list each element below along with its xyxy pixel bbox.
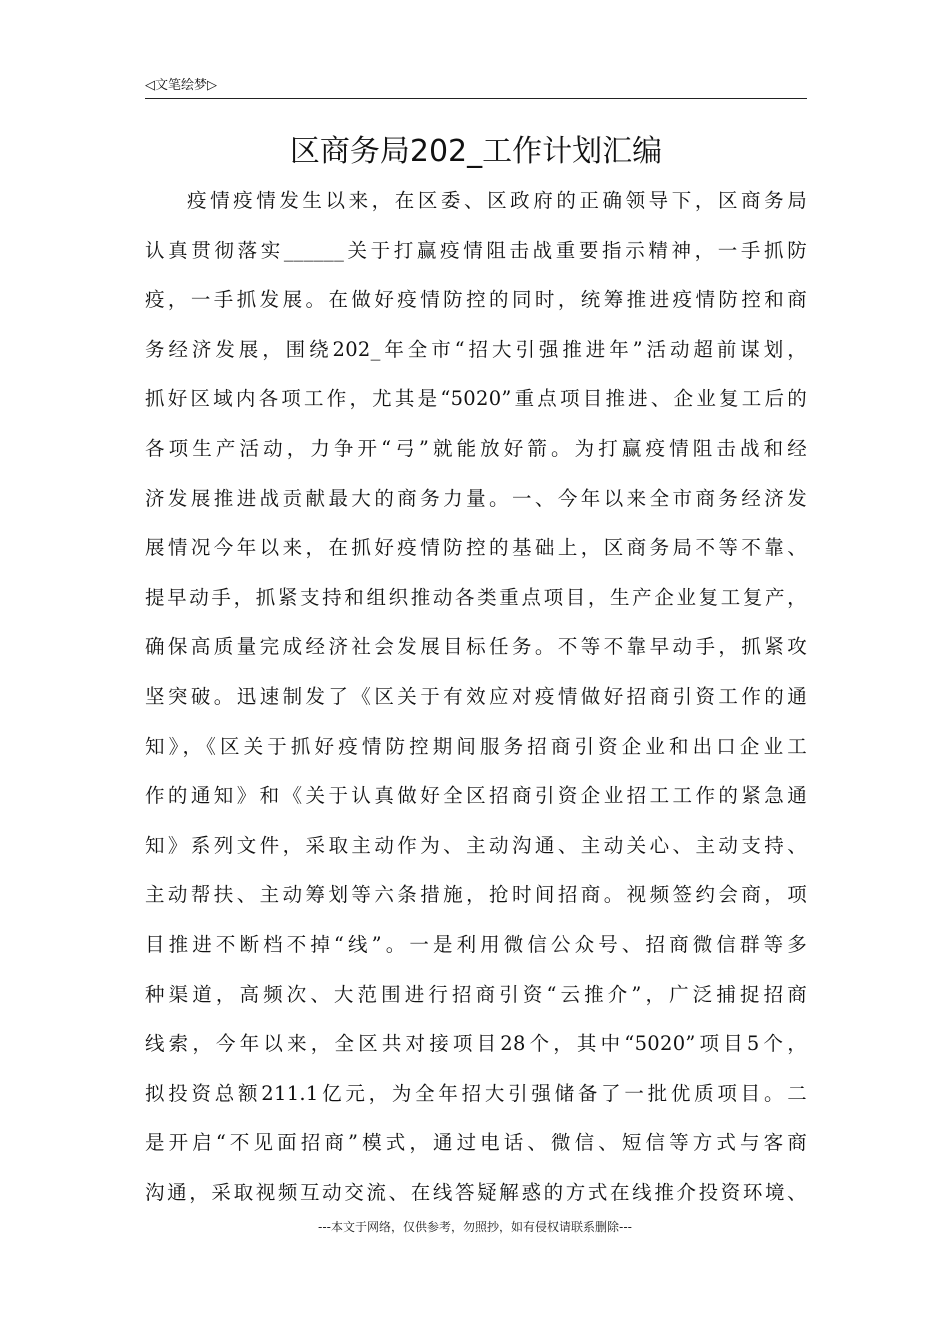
document-title: 区商务局202_工作计划汇编 <box>289 134 663 169</box>
body-line: 是开启“不见面招商”模式，通过电话、微信、短信等方式与客商 <box>145 1131 807 1155</box>
page-header <box>145 74 807 99</box>
body-line: 认真贯彻落实______关于打赢疫情阻击战重要指示精神，一手抓防 <box>145 238 807 262</box>
body-line: 济发展推进战贡献最大的商务力量。一、今年以来全市商务经济发 <box>145 486 807 510</box>
body-line: 抓好区域内各项工作，尤其是“5020”重点项目推进、企业复工后的 <box>145 387 807 411</box>
body-line: 沟通，采取视频互动交流、在线答疑解惑的方式在线推介投资环境、 <box>145 1180 807 1204</box>
body-line: 主动帮扶、主动筹划等六条措施，抢时间招商。视频签约会商，项 <box>145 883 807 907</box>
body-line: 疫，一手抓发展。在做好疫情防控的同时，统筹推进疫情防控和商 <box>145 288 807 312</box>
body-line: 线索，今年以来，全区共对接项目28个，其中“5020”项目5个， <box>145 1032 807 1056</box>
body-line: 种渠道，高频次、大范围进行招商引资“云推介”，广泛捕捉招商 <box>145 982 807 1006</box>
body-line: 展情况今年以来，在抓好疫情防控的基础上，区商务局不等不靠、 <box>145 536 807 560</box>
page-footer-disclaimer: ---本文于网络，仅供参考，勿照抄，如有侵权请联系删除--- <box>318 1220 632 1234</box>
body-line: 作的通知》和《关于认真做好全区招商引资企业招工工作的紧急通 <box>145 784 807 808</box>
body-line: 目推进不断档不掉“线”。一是利用微信公众号、招商微信群等多 <box>145 932 807 956</box>
body-line: 知》系列文件，采取主动作为、主动沟通、主动关心、主动支持、 <box>145 833 807 857</box>
body-line: 务经济发展，围绕202_年全市“招大引强推进年”活动超前谋划， <box>145 337 807 361</box>
body-line: 提早动手，抓紧支持和组织推动各类重点项目，生产企业复工复产， <box>145 585 807 609</box>
body-line: 确保高质量完成经济社会发展目标任务。不等不靠早动手，抓紧攻 <box>145 635 807 659</box>
body-line: 拟投资总额211.1亿元，为全年招大引强储备了一批优质项目。二 <box>145 1081 807 1105</box>
body-line: 各项生产活动，力争开“弓”就能放好箭。为打赢疫情阻击战和经 <box>145 436 807 460</box>
body-line: 坚突破。迅速制发了《区关于有效应对疫情做好招商引资工作的通 <box>145 684 807 708</box>
body-line: 知》，《区关于抓好疫情防控期间服务招商引资企业和出口企业工 <box>145 734 807 758</box>
document-body <box>145 181 807 1222</box>
body-line: 疫情疫情发生以来，在区委、区政府的正确领导下，区商务局 <box>187 189 807 212</box>
header-label: ◁文笔绘梦▷ <box>145 78 217 93</box>
